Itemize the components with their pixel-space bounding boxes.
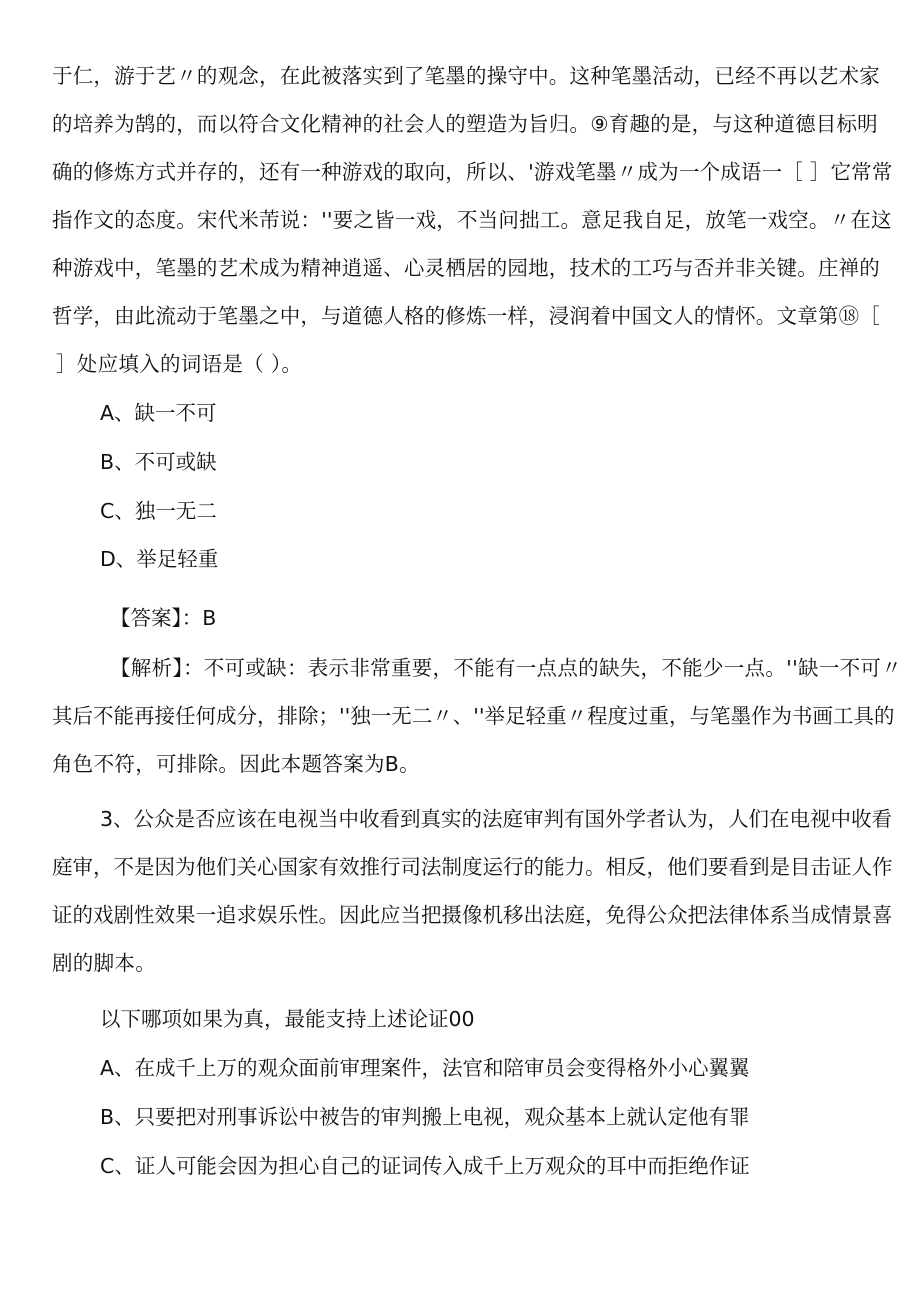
analysis-line: 【解析】：不可或缺：表示非常重要，不能有一点点的缺失，不能少一点。''缺一不可〃	[110, 656, 903, 680]
analysis-line: 角色不符，可排除。因此本题答案为B。	[52, 752, 420, 776]
q3-stem-line: 3、公众是否应该在电视当中收看到真实的法庭审判有国外学者认为，人们在电视中收看	[100, 807, 893, 831]
q1-option-b: B、不可或缺	[100, 450, 217, 474]
q3-stem-line: 剧的脚本。	[52, 951, 156, 975]
q1-option-c: C、独一无二	[100, 499, 217, 523]
q1-option-d: D、举足轻重	[100, 547, 219, 571]
q3-prompt: 以下哪项如果为真，最能支持上述论证00	[100, 1007, 475, 1031]
q3-stem	[52, 795, 893, 987]
q3-option-b: B、只要把对刑事诉讼中被告的审判搬上电视，观众基本上就认定他有罪	[100, 1105, 750, 1129]
passage-line: 于仁，游于艺〃的观念，在此被落实到了笔墨的操守中。这种笔墨活动，已经不再以艺术家	[52, 64, 880, 88]
passage-line: 确的修炼方式并存的，还有一种游戏的取向，所以、'游戏笔墨〃成为一个成语一［ ］它常常	[52, 160, 893, 184]
passage-line: 指作文的态度。宋代米芾说：''要之皆一戏，不当问拙工。意足我自足，放笔一戏空。〃在这	[52, 208, 892, 232]
q3-option-a: A、在成千上万的观众面前审理案件，法官和陪审员会变得格外小心翼翼	[100, 1056, 750, 1080]
passage-paragraph	[52, 52, 893, 388]
q1-answer: 【答案】：B	[110, 606, 217, 630]
analysis-line: 其后不能再接任何成分，排除；''独一无二〃、''举足轻重〃程度过重，与笔墨作为书画工具的	[52, 704, 895, 728]
passage-line: 种游戏中，笔墨的艺术成为精神逍遥、心灵栖居的园地，技术的工巧与否并非关键。庄禅的	[52, 256, 880, 280]
q1-analysis	[52, 644, 903, 788]
passage-line: 哲学，由此流动于笔墨之中，与道德人格的修炼一样，浸润着中国文人的情怀。文章第⑱［	[52, 304, 880, 328]
q3-option-c: C、证人可能会因为担心自己的证词传入成千上万观众的耳中而拒绝作证	[100, 1154, 750, 1178]
q1-option-a: A、缺一不可	[100, 401, 217, 425]
passage-line: ］处应填入的词语是（ ）。	[56, 352, 303, 376]
q3-stem-line: 证的戏剧性效果一追求娱乐性。因此应当把摄像机移出法庭，免得公众把法律体系当成情景喜	[52, 903, 893, 927]
passage-line: 的培养为鹄的，而以符合文化精神的社会人的塑造为旨归。⑨育趣的是，与这种道德目标明	[52, 112, 878, 136]
q3-stem-line: 庭审，不是因为他们关心国家有效推行司法制度运行的能力。相反，他们要看到是目击证人作	[52, 855, 893, 879]
